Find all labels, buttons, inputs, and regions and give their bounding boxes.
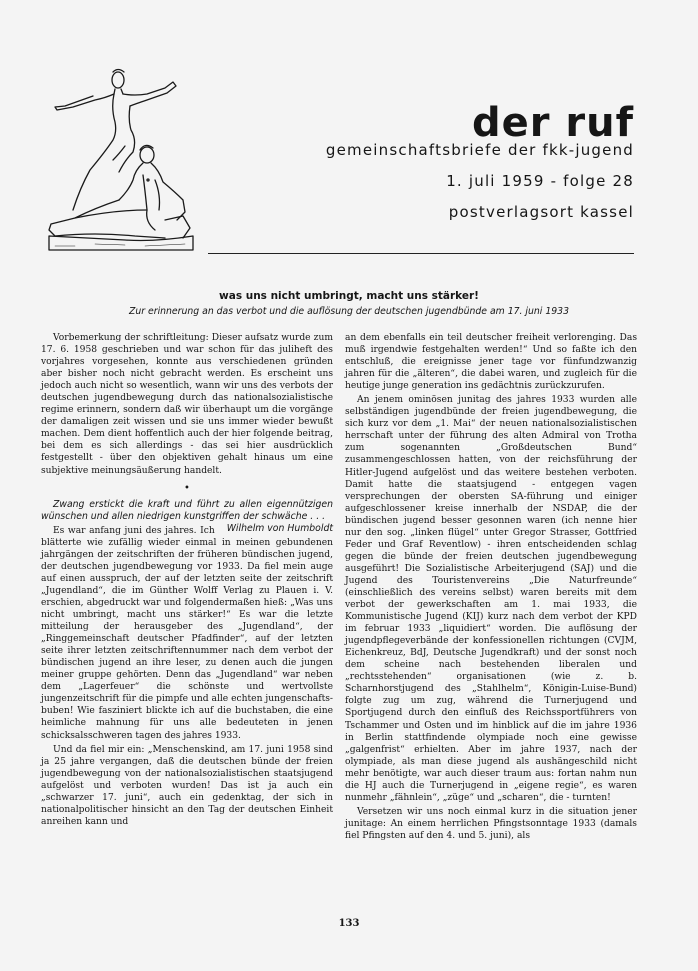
body-paragraph: Und da fiel mir ein: „Menschenskind, am 17. juni 1958 sind ja 25 jahre vergangen, daß die deutschen bünde der freien jugendbewegung von der nationalsozialistischen staatsjugend aufgelöst und verboten wurden! Das ist ja auch ein „schwarzer 17. juni“, auch ein gedenktag, der sich in nationalpolitischer hinsicht an den Tag der deutschen Einheit anreihen kann und	[41, 744, 333, 827]
left-column	[41, 332, 333, 828]
issue-date: 1. juli 1959 - folge 28	[446, 172, 634, 190]
publication-location: postverlagsort kassel	[448, 203, 634, 221]
article-headline: was uns nicht umbringt, macht uns stärker!	[219, 290, 479, 302]
sculpture-logo-icon	[35, 60, 225, 260]
quote-author: Wilhelm von Humboldt	[226, 522, 333, 534]
publication-subtitle: gemeinschaftsbriefe der fkk-jugend	[325, 141, 634, 159]
right-column	[345, 332, 637, 842]
masthead-divider	[208, 253, 634, 254]
quote-text: Zwang erstickt die kraft und führt zu allen eigennützigen wünschen und allen niedrigen kunstgriffen der schwäche . . .	[41, 498, 333, 522]
publication-title: der ruf	[471, 100, 634, 146]
editor-note-paragraph: Vorbemerkung der schriftleitung: Dieser aufsatz wurde zum 17. 6. 1958 geschrieben und war schon für das juliheft des vorjahres vorgesehen, konnte aus verschiedenen gründen aber bisher noch nicht gebracht werden. Es erscheint uns jedoch auch nicht so wesentlich, wann wir uns des verbots der deutschen jugendbewegung durch das nationalsozialistische regime erinnern, sondern daß wir überhaupt um die vorgänge der damaligen zeit wissen und sie uns immer wieder bewußt machen. Dem dient hoffentlich auch der hier folgende beitrag, bei dem es sich allerdings - das sei hier ausdrücklich festgestellt - über den objektiven gehalt hinaus um eine subjektive meinungsäußerung handelt.	[41, 333, 333, 476]
page-number: 133	[338, 918, 360, 929]
body-paragraph: Es war anfang juni des jahres. Ich blätterte wie zufällig wieder einmal in meinen gebundenen jahrgängen der zeitschriften der früheren bündischen jugend, der deutschen jugendbewegung vor 1933. Da fiel mein auge auf einen ausspruch, der auf der letzten seite der zeitschrift „Jugendland“, die im Günther Wolff Verlag zu Plauen i. V. erschien, abgedruckt war und folgendermaßen hieß: „Was uns nicht umbringt, macht uns stärker!“ Es war die letzte mitteilung der herausgeber des „Jugendland“, der „Ringgemeinschaft deutscher Pfadfinder“, auf der letzten seite ihrer letzten zeitschriftennummer nach dem verbot der bündischen jugend an ihre leser, zu denen auch die jungen meiner gruppe gehörten. Denn das „Jugendland“ war neben dem „Lagerfeuer“ die schönste und wertvollste jungenzeitschrift für die pimpfe und alle echten jungenschafts-buben! Wie fasziniert blickte ich auf die buchstaben, die eine heimliche mahnung für uns alle bedeuteten in jenen schicksalsschweren tagen des jahres 1933.	[41, 525, 333, 741]
body-paragraph: an dem ebenfalls ein teil deutscher freiheit verlorenging. Das muß irgendwie festgehalten werden!“ Und so faßte ich den entschluß, die ereignisse jener tage vor fünfundzwanzig jahren für die „älteren“, die dabei waren, und zugleich für die heutige junge generation ins gedächtnis zurückzurufen.	[345, 333, 637, 392]
body-paragraph: Versetzen wir uns noch einmal kurz in die situation jener junitage: An einem herrlichen Pfingstsonntage 1933 (damals fiel Pfingsten auf den 4. und 5. juni), als	[345, 806, 637, 841]
section-separator: •	[184, 482, 190, 494]
body-paragraph: An jenem ominösen junitag des jahres 1933 wurden alle selbständigen jugendbünde der freien jugendbewegung, die sich kurz vor dem „1. Mai“ der neuen nationalsozialistischen herrschaft unter der führung des alten Admiral von Trotha zum sogenannten „Großdeutschen Bund“ zusammengeschlossen hatten, von der reichsführung der Hitler-Jugend aufgelöst und das weitere bestehen verboten. Damit hatte die staatsjugend - entgegen vagen versprechungen der obersten SA-führung und einiger aufgeschlossener kreise innerhalb der NSDAP, die der bündischen jugend besser gesonnen waren (ich nenne hier nur den sog. „linken flügel“ unter Gregor Strasser, Gottfried Feder und Graf Reventlow) - ihren entscheidenden schlag gegen die bünde der freien deutschen jugendbewegung ausgeführt! Die Sozialistische Arbeiterjugend (SAJ) und die Jugend des Touristenvereins „Die Naturfreunde“ (einschließlich des vereins selbst) waren bereits mit dem verbot der gewerkschaften am 1. mai 1933, die Kommunistische Jugend (KIJ) kurz nach dem verbot der KPD im februar 1933 „liquidiert“ worden. Die auflösung der jugendpflegeverbände der konfessionellen richtungen (CVJM, Eichenkreuz, BdJ, Deutsche Jugendkraft) und der sonst noch dem scheine nach bestehenden liberalen und „rechtsstehenden“ organisationen (wie z. b. Scharnhorstjugend des „Stahlhelm“, Königin-Luise-Bund) folgte zug um zug, während die Turnerjugend und Sportjugend durch den einfluß des Reichssportführers von Tschammer und Osten und im hinblick auf die im jahre 1936 in Berlin stattfindende olympiade noch eine gewisse „galgenfrist“ erhielten. Aber im jahre 1937, nach der olympiade, als man diese jugend als aushängeschild nicht mehr benötigte, war auch dieser traum aus: fortan nahm nun die HJ auch die Turnerjugend in „eigene regie“, es waren nunmehr „fähnlein“, „züge“ und „scharen“, die - turnten!	[345, 395, 637, 803]
epigraph-quote	[41, 498, 333, 534]
article-subheadline: Zur erinnerung an das verbot und die auflösung der deutschen jugendbünde am 17. juni 1933	[128, 306, 569, 317]
